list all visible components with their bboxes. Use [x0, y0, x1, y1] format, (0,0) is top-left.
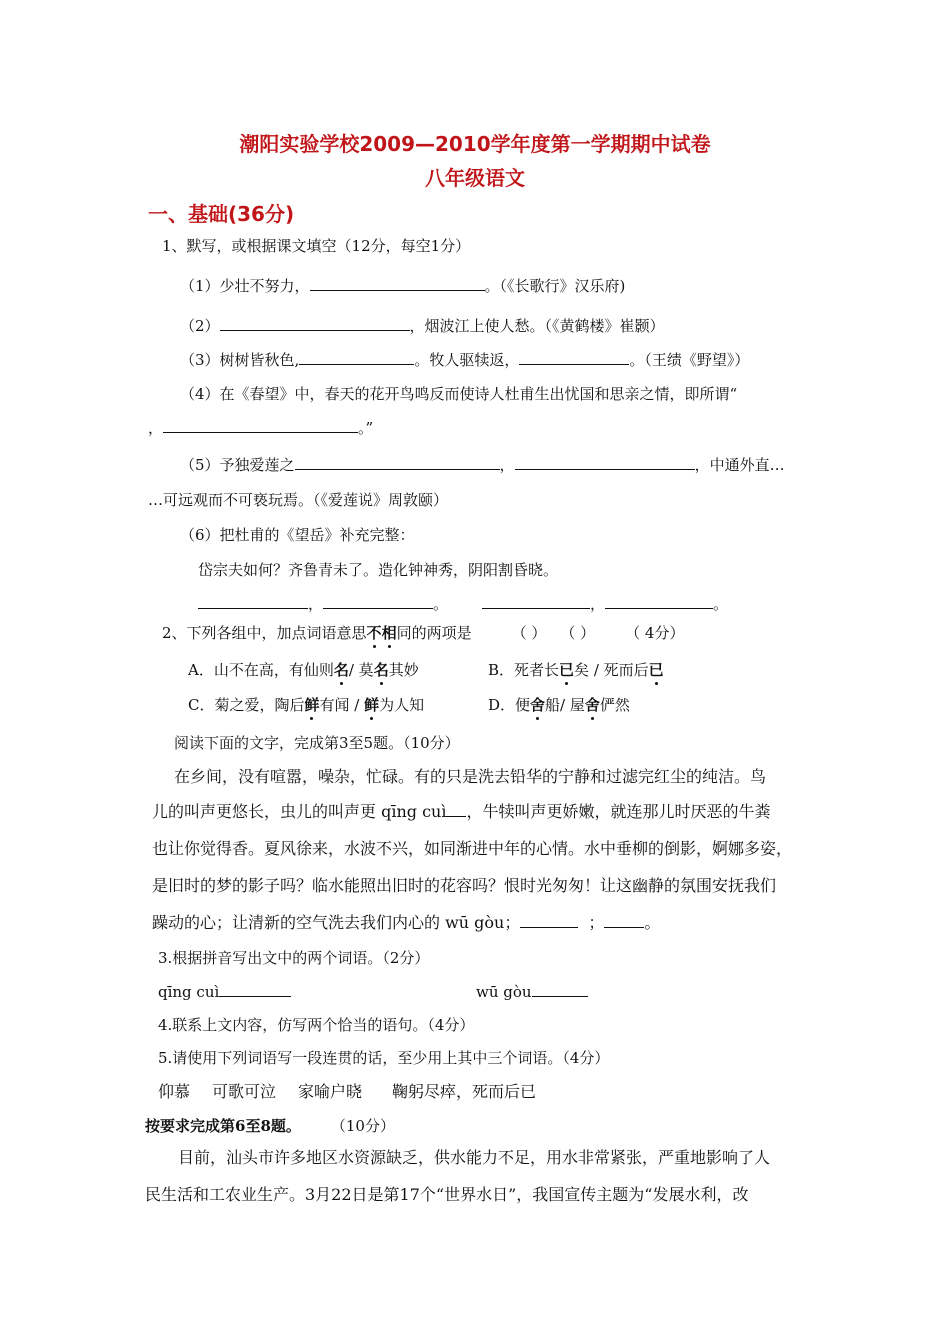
answer-blank[interactable] [519, 350, 629, 365]
pinyin: qīng cuì [158, 983, 220, 1001]
q2-option-b [488, 660, 664, 680]
q5-prompt: 5.请使用下列词语写一段连贯的话，至少用上其中三个词语。（4分） [158, 1049, 610, 1067]
q1-item4-cont [148, 418, 373, 438]
dotted-char: 名 [373, 661, 389, 679]
dotted-char: 已 [559, 661, 575, 679]
q1-item6-blanks [198, 594, 728, 614]
opt-text: 为人知 [379, 696, 425, 714]
reading1-p5 [152, 913, 660, 933]
q2-option-d [488, 695, 630, 715]
p2-text: 儿的叫声更悠长，虫儿的叫声更 qīng cuì [152, 802, 447, 821]
reading2-intro-text: 按要求完成第6至8题。 [145, 1117, 301, 1135]
opt-text: A．山不在高，有仙则 [188, 661, 334, 679]
q2-text: 2、下列各组中，加点词语意思 [162, 624, 367, 642]
q1-item3 [180, 350, 749, 370]
answer-blank[interactable] [482, 594, 590, 609]
opt-text: 有闻 / [319, 696, 365, 714]
answer-paren[interactable]: （ ） [511, 624, 547, 642]
q2-text2: 同的两项是 [396, 624, 472, 642]
q1-item5-text2: ，中通外直… [694, 456, 785, 474]
q1-item1-source: 。（《长歌行》汉乐府) [484, 277, 626, 295]
dotted-char: 相 [381, 624, 397, 642]
q5-word-list [158, 1082, 536, 1102]
q1-item6: （6）把杜甫的《望岳》补充完整： [180, 526, 415, 544]
answer-blank[interactable] [446, 802, 466, 817]
word-item: 可歌可泣 [212, 1082, 277, 1101]
exam-subtitle: 八年级语文 [425, 166, 525, 190]
reading1-p2 [152, 802, 770, 822]
pinyin: wū gòu [476, 983, 532, 1001]
q2-option-c [188, 695, 424, 715]
answer-blank[interactable] [515, 455, 695, 470]
punct: ； [588, 913, 605, 932]
word-item: 家喻户晓 [298, 1082, 363, 1101]
answer-blank[interactable] [532, 982, 588, 997]
q1-item4-end: 。” [358, 419, 374, 437]
q1-item5-comma: ， [499, 456, 515, 474]
dotted-char: 已 [648, 661, 664, 679]
answer-blank[interactable] [310, 276, 485, 291]
q1-prompt: 1、默写，或根据课文填空（12分，每空1分） [162, 237, 471, 255]
q1-item5 [180, 455, 785, 475]
answer-blank[interactable] [219, 982, 291, 997]
answer-paren[interactable]: （ ） [560, 624, 596, 642]
exam-title: 潮阳实验学校2009—2010学年度第一学期期中试卷 [239, 132, 711, 156]
word-item: 鞠躬尽瘁，死而后已 [392, 1082, 537, 1101]
answer-blank[interactable] [220, 316, 410, 331]
q3-prompt: 3.根据拼音写出文中的两个词语。（2分） [158, 949, 430, 967]
q3-answer-2 [476, 982, 588, 1002]
answer-blank[interactable] [323, 594, 433, 609]
q1-item3-text2: 。牧人驱犊返， [414, 351, 520, 369]
reading2-points: （10分） [330, 1117, 395, 1135]
opt-text: 其妙 [388, 661, 419, 679]
q1-item1-text: （1）少壮不努力， [180, 277, 310, 295]
opt-text: C．菊之爱，陶后 [188, 696, 305, 714]
dotted-char: 不 [366, 624, 382, 642]
reading1-p4: 是旧时的梦的影子吗？临水能照出旧时的花容吗？恨时光匆匆！让这幽静的氛围安抚我们 [152, 876, 777, 895]
q1-item3-text: （3）树树皆秋色, [180, 351, 300, 369]
opt-text: 俨然 [599, 696, 630, 714]
word-item: 仰慕 [158, 1082, 191, 1101]
q3-answer-1 [158, 982, 291, 1002]
reading2-p1: 目前，汕头市许多地区水资源缺乏，供水能力不足，用水非常紧张，严重地影响了人 [178, 1148, 771, 1167]
q1-item1 [180, 276, 625, 296]
answer-blank[interactable] [604, 913, 644, 928]
dotted-char: 舍 [530, 696, 546, 714]
dotted-char: 名 [333, 661, 349, 679]
q2-points: （ 4分） [625, 624, 685, 642]
q1-item6-poem: 岱宗夫如何？齐鲁青未了。造化钟神秀，阴阳割昏晓。 [198, 561, 559, 579]
section-heading: 一、基础(36分) [148, 202, 295, 226]
answer-blank[interactable] [605, 594, 713, 609]
reading1-intro: 阅读下面的文字，完成第3至5题。（10分） [174, 734, 460, 752]
reading1-p3: 也让你觉得香。夏风徐来，水波不兴，如同渐进中年的心情。水中垂柳的倒影，婀娜多姿， [152, 839, 793, 858]
dotted-char: 舍 [584, 696, 600, 714]
q2-option-a [188, 660, 419, 680]
q2-prompt [162, 623, 684, 643]
dotted-char: 鲜 [364, 696, 380, 714]
q1-item2 [180, 316, 665, 336]
reading1-p1: 在乡间，没有喧嚣，噪杂，忙碌。有的只是洗去铅华的宁静和过滤完红尘的纯洁。鸟 [174, 767, 767, 786]
p5-text: 躁动的心；让清新的空气洗去我们内心的 wū gòu； [152, 913, 521, 932]
opt-text: / 莫 [348, 661, 374, 679]
q1-item5-cont: …可远观而不可亵玩焉。（《爱莲说》周敦颐） [148, 491, 449, 509]
answer-blank[interactable] [198, 594, 308, 609]
q1-item5-text: （5）予独爱莲之 [180, 456, 295, 474]
opt-text: 矣 / 死而后 [574, 661, 649, 679]
q1-item2-source: ，烟波江上使人愁。（《黄鹤楼》崔颢） [409, 317, 665, 335]
reading2-intro [145, 1116, 395, 1136]
q1-item3-source: 。（王绩《野望》） [629, 351, 750, 369]
opt-text: 船/ 屋 [545, 696, 585, 714]
answer-blank[interactable] [520, 913, 578, 928]
answer-blank[interactable] [163, 418, 358, 433]
p2-text2: ，牛犊叫声更娇嫩，就连那儿时厌恶的牛粪 [466, 802, 771, 821]
dotted-char: 鲜 [304, 696, 320, 714]
opt-text: B．死者长 [488, 661, 560, 679]
punct: 。 [433, 595, 449, 613]
reading2-p2: 民生活和工农业生产。3月22日是第17个“世界水日”，我国宣传主题为“发展水利，改 [145, 1185, 749, 1204]
punct: 。 [713, 595, 729, 613]
answer-blank[interactable] [295, 455, 500, 470]
punct: ， [590, 595, 606, 613]
q1-item4: （4）在《春望》中，春天的花开鸟鸣反而使诗人杜甫生出忧国和思亲之情，即所谓“ [180, 385, 738, 403]
q1-item4-comma: ， [148, 419, 164, 437]
punct: ， [308, 595, 324, 613]
q1-item2-text: （2） [180, 317, 220, 335]
q4-prompt: 4.联系上文内容，仿写两个恰当的语句。（4分） [158, 1016, 475, 1034]
punct: 。 [644, 913, 661, 932]
opt-text: D．便 [488, 696, 531, 714]
answer-blank[interactable] [299, 350, 414, 365]
